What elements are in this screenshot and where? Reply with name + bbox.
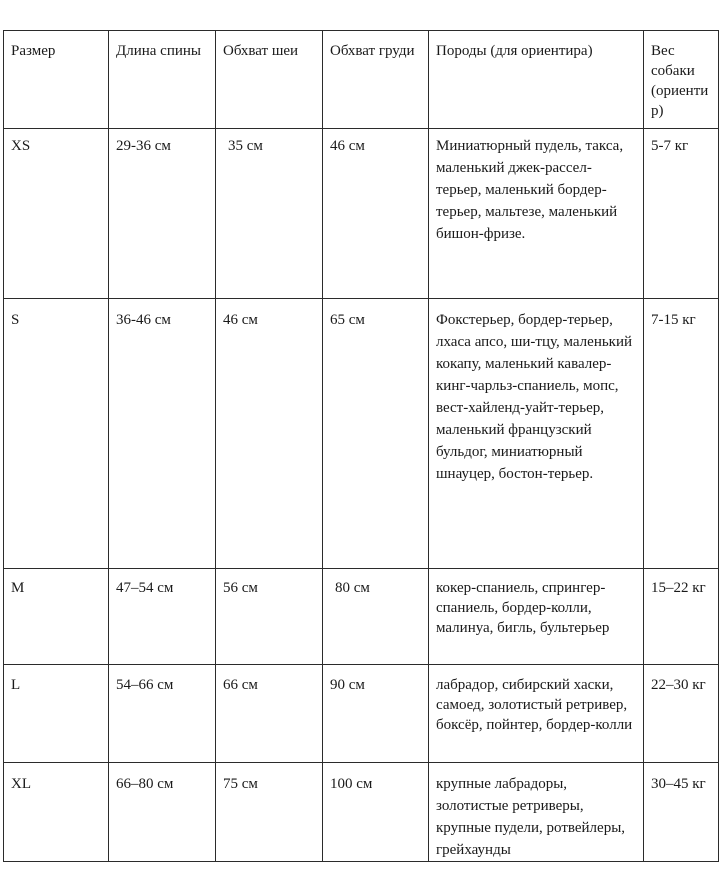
cell-back-length: 36-46 см [109,299,216,569]
cell-weight: 30–45 кг [644,763,719,862]
cell-back-length: 47–54 см [109,569,216,665]
cell-back-length: 54–66 см [109,665,216,763]
cell-breeds: крупные лабрадоры, золотистые ретриверы, крупные пудели, ротвейлеры, грейхаунды [429,763,644,862]
cell-weight: 7-15 кг [644,299,719,569]
header-row [4,31,719,129]
cell-size: S [4,299,109,569]
cell-weight: 22–30 кг [644,665,719,763]
table-row [4,665,719,763]
cell-breeds: Миниатюрный пудель, такса, маленький джек-рассел-терьер, маленький бордер-терьер, мальтезе, маленький бишон-фризе. [429,129,644,299]
cell-back-length: 29-36 см [109,129,216,299]
cell-size: XL [4,763,109,862]
cell-chest: 90 см [323,665,429,763]
header-breeds: Породы (для ориентира) [429,31,644,129]
table-row [4,129,719,299]
cell-neck: 66 см [216,665,323,763]
cell-neck: 35 см [216,129,323,299]
cell-breeds: лабрадор, сибирский хаски, самоед, золотистый ретривер, боксёр, пойнтер, бордер-колли [429,665,644,763]
cell-chest: 80 см [323,569,429,665]
header-chest: Обхват груди [323,31,429,129]
header-weight: Вес собаки (ориентир) [644,31,719,129]
cell-breeds: Фокстерьер, бордер-терьер, лхаса апсо, ши-тцу, маленький кокапу, маленький кавалер-кинг-чарльз-спаниель, мопс, вест-хайленд-уайт-терьер, маленький французский бульдог, миниатюрный шнауцер, бостон-терьер. [429,299,644,569]
cell-weight: 5-7 кг [644,129,719,299]
size-chart-table [3,30,719,862]
cell-size: L [4,665,109,763]
cell-back-length: 66–80 см [109,763,216,862]
cell-neck: 46 см [216,299,323,569]
header-neck: Обхват шеи [216,31,323,129]
table-row [4,299,719,569]
cell-chest: 65 см [323,299,429,569]
header-size: Размер [4,31,109,129]
cell-breeds: кокер-спаниель, спрингер-спаниель, бордер-колли, малинуа, бигль, бультерьер [429,569,644,665]
table-row [4,569,719,665]
cell-chest: 46 см [323,129,429,299]
cell-neck: 75 см [216,763,323,862]
cell-weight: 15–22 кг [644,569,719,665]
cell-neck: 56 см [216,569,323,665]
table-row [4,763,719,862]
cell-chest: 100 см [323,763,429,862]
cell-size: M [4,569,109,665]
header-back-length: Длина спины [109,31,216,129]
cell-size: XS [4,129,109,299]
